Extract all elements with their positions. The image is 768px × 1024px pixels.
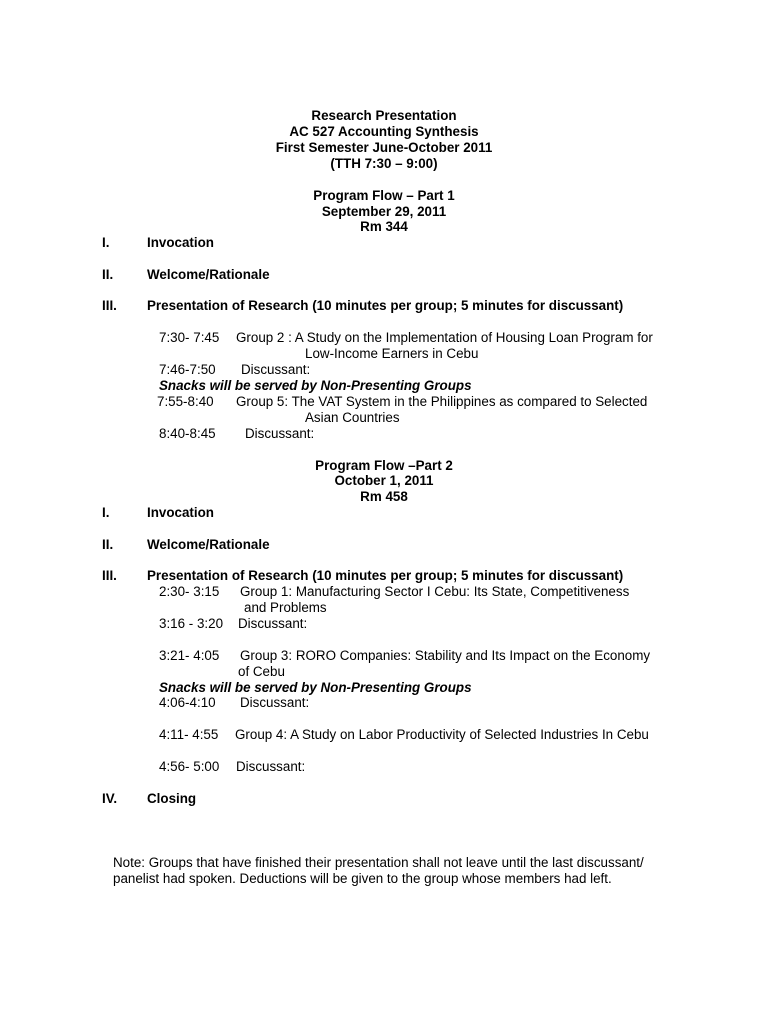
part2-slot3-cont: of Cebu [238, 664, 285, 679]
semester: First Semester June-October 2011 [275, 140, 493, 155]
part2-item-closing: Closing [147, 791, 197, 806]
part2-slot2-text: Discussant: [238, 616, 308, 631]
part1-slot1-text: Group 2 : A Study on the Implementation of Housing Loan Program for [236, 330, 653, 345]
part1-slot2-time: 7:46-7:50 [159, 362, 216, 377]
part2-slot1-time: 2:30- 3:15 [159, 584, 220, 599]
part2-slot1-cont: and Problems [244, 600, 327, 615]
part1-title: Program Flow – Part 1 [313, 188, 455, 203]
part2-slot5-time: 4:11- 4:55 [159, 727, 219, 742]
part2-slot2-time: 3:16 - 3:20 [159, 616, 224, 631]
part2-item-welcome: Welcome/Rationale [147, 537, 270, 552]
doc-title: Research Presentation [311, 108, 457, 123]
part2-item-num: II. [102, 537, 114, 552]
part1-room: Rm 344 [360, 219, 408, 234]
part2-title: Program Flow –Part 2 [315, 458, 453, 473]
part2-slot5-text: Group 4: A Study on Labor Productivity of Selected Industries In Cebu [235, 727, 649, 742]
part2-slot4-time: 4:06-4:10 [159, 695, 216, 710]
part2-slot1-text: Group 1: Manufacturing Sector I Cebu: Its State, Competitiveness [240, 584, 630, 599]
part1-slot4-time: 8:40-8:45 [159, 426, 216, 441]
part2-item-num: I. [102, 505, 110, 520]
part2-slot4-text: Discussant: [240, 695, 310, 710]
part1-slot2-text: Discussant: [241, 362, 311, 377]
part2-slot3-time: 3:21- 4:05 [159, 648, 220, 663]
part2-room: Rm 458 [360, 489, 408, 504]
part1-item-num: I. [102, 235, 110, 250]
part2-slot6-time: 4:56- 5:00 [159, 759, 220, 774]
part2-slot6-text: Discussant: [236, 759, 306, 774]
part2-snacks-note: Snacks will be served by Non-Presenting Groups [159, 680, 472, 695]
part2-item-num: III. [102, 568, 117, 583]
part1-slot4-text: Discussant: [245, 426, 315, 441]
footer-note: Note: Groups that have finished their presentation shall not leave until the last discussant/ panelist had spoken. Deductions will be given to the group whose members had left. [113, 855, 644, 886]
part1-item-num: II. [102, 267, 114, 282]
part1-item-invocation: Invocation [147, 235, 214, 250]
part2-item-presentation: Presentation of Research (10 minutes per group; 5 minutes for discussant) [147, 568, 624, 583]
part1-item-welcome: Welcome/Rationale [147, 267, 270, 282]
part2-slot3-text: Group 3: RORO Companies: Stability and Its Impact on the Economy [240, 648, 651, 663]
part2-date: October 1, 2011 [334, 473, 434, 488]
part1-slot1-cont: Low-Income Earners in Cebu [305, 346, 479, 361]
part2-item-invocation: Invocation [147, 505, 214, 520]
schedule-time: (TTH 7:30 – 9:00) [330, 156, 438, 171]
part1-item-presentation: Presentation of Research (10 minutes per group; 5 minutes for discussant) [147, 298, 624, 313]
part1-item-num: III. [102, 298, 117, 313]
part1-slot3-time: 7:55-8:40 [157, 394, 214, 409]
part1-slot3-cont: Asian Countries [305, 410, 400, 425]
part1-slot1-time: 7:30- 7:45 [159, 330, 220, 345]
part1-slot3-text: Group 5: The VAT System in the Philippines as compared to Selected [236, 394, 648, 409]
part2-item-num: IV. [102, 791, 118, 806]
part1-date: September 29, 2011 [321, 204, 447, 219]
course-title: AC 527 Accounting Synthesis [289, 124, 479, 139]
part1-snacks-note: Snacks will be served by Non-Presenting Groups [159, 378, 472, 393]
